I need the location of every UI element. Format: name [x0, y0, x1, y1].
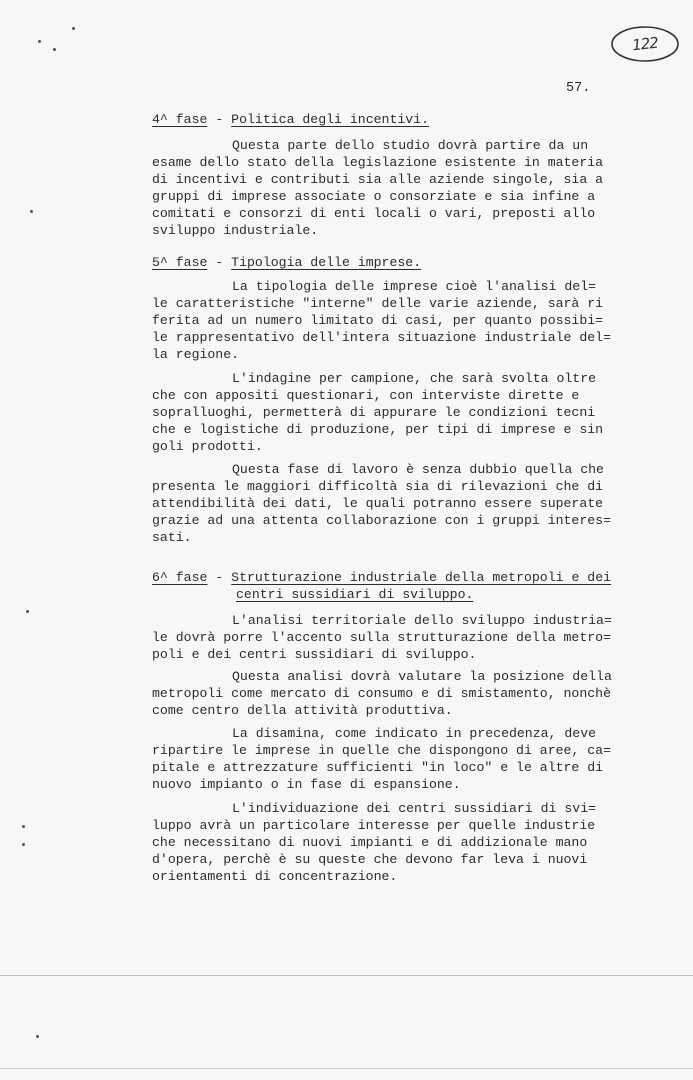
text-line: grazie ad una attenta collaborazione con i gruppi interes= [152, 513, 611, 529]
scan-speck [72, 27, 75, 30]
text-line: nuovo impianto o in fase di espansione. [152, 777, 461, 793]
text-line: che e logistiche di produzione, per tipi di imprese e sin [152, 422, 604, 438]
scan-speck [22, 843, 25, 846]
text-line: sati. [152, 530, 192, 546]
text-line: orientamenti di concentrazione. [152, 869, 398, 885]
text-line: luppo avrà un particolare interesse per quelle industrie [152, 818, 596, 834]
scan-speck [30, 210, 33, 213]
scan-fold-line [0, 1068, 693, 1069]
page-number: 57. [566, 81, 591, 96]
text-line: presenta le maggiori difficoltà sia di rilevazioni che di [152, 479, 604, 495]
text-line: le caratteristiche "interne" delle varie aziende, sarà ri [152, 296, 604, 312]
stamp-text: 122 [631, 33, 659, 55]
text-line: che necessitano di nuovi impianti e di addizionale mano [152, 835, 588, 851]
section-heading-5 [152, 254, 421, 271]
text-line: attendibilità dei dati, le quali potranno essere superate [152, 496, 604, 512]
text-line: le dovrà porre l'accento sulla strutturazione della metro= [152, 630, 611, 646]
heading-title: Politica degli incentivi. [231, 112, 430, 127]
text-line: esame dello stato della legislazione esistente in materia [152, 155, 604, 171]
text-line: ferita ad un numero limitato di casi, per quanto possibi= [152, 313, 604, 329]
text-line: L'individuazione dei centri sussidiari di svi= [232, 801, 597, 816]
paragraph [152, 137, 650, 240]
text-line: gruppi di imprese associate o consorziate e sia infine a [152, 189, 596, 205]
heading-title: Strutturazione industriale della metropoli e dei [231, 570, 612, 585]
heading-title: Tipologia delle imprese. [231, 255, 422, 270]
paragraph [152, 668, 650, 719]
heading-separator: - [215, 570, 224, 585]
paragraph [152, 370, 650, 455]
text-line: la regione. [152, 347, 240, 363]
text-line: poli e dei centri sussidiari di sviluppo. [152, 647, 477, 663]
heading-title-line-2: centri sussidiari di sviluppo. [236, 587, 474, 602]
text-line: Questa fase di lavoro è senza dubbio quella che [232, 462, 604, 477]
text-line: d'opera, perchè è su queste che devono far leva i nuovi [152, 852, 588, 868]
text-line: L'indagine per campione, che sarà svolta oltre [232, 371, 597, 386]
text-line: come centro della attività produttiva. [152, 703, 453, 719]
text-line: sopralluoghi, permetterà di appurare le condizioni tecni [152, 405, 596, 421]
paragraph [152, 612, 650, 663]
heading-separator: - [215, 112, 224, 127]
paragraph [152, 725, 650, 793]
text-line: La tipologia delle imprese cioè l'analisi del= [232, 279, 597, 294]
text-line: di incentivi e contributi sia alle aziende singole, sia a [152, 172, 604, 188]
heading-separator: - [215, 255, 224, 270]
paragraph [152, 461, 650, 546]
scan-speck [22, 825, 25, 828]
text-line: Questa parte dello studio dovrà partire da un [232, 138, 589, 153]
paragraph [152, 278, 650, 363]
scan-speck [36, 1035, 39, 1038]
text-line: pitale e attrezzature sufficienti "in loco" e le altre di [152, 760, 604, 776]
heading-prefix: 4^ fase [152, 112, 208, 127]
handwritten-page-stamp [609, 24, 681, 64]
section-heading-4 [152, 111, 429, 128]
text-line: comitati e consorzi di enti locali o vari, preposti allo [152, 206, 596, 222]
scan-fold-line [0, 975, 693, 976]
section-heading-6-continued [236, 586, 473, 603]
text-line: La disamina, come indicato in precedenza, deve [232, 726, 597, 741]
text-line: che con appositi questionari, con interviste dirette e [152, 388, 580, 404]
scan-speck [26, 610, 29, 613]
text-line: metropoli come mercato di consumo e di smistamento, nonchè [152, 686, 611, 702]
text-line: le rappresentativo dell'intera situazione industriale del= [152, 330, 611, 346]
text-line: Questa analisi dovrà valutare la posizione della [232, 669, 612, 684]
heading-prefix: 6^ fase [152, 570, 208, 585]
scan-speck [53, 48, 56, 51]
text-line: sviluppo industriale. [152, 223, 319, 239]
section-heading-6 [152, 569, 611, 586]
scan-speck [38, 40, 41, 43]
heading-prefix: 5^ fase [152, 255, 208, 270]
text-line: goli prodotti. [152, 439, 263, 455]
paragraph [152, 800, 650, 885]
text-line: L'analisi territoriale dello sviluppo industria= [232, 613, 612, 628]
text-line: ripartire le imprese in quelle che dispongono di aree, ca= [152, 743, 611, 759]
